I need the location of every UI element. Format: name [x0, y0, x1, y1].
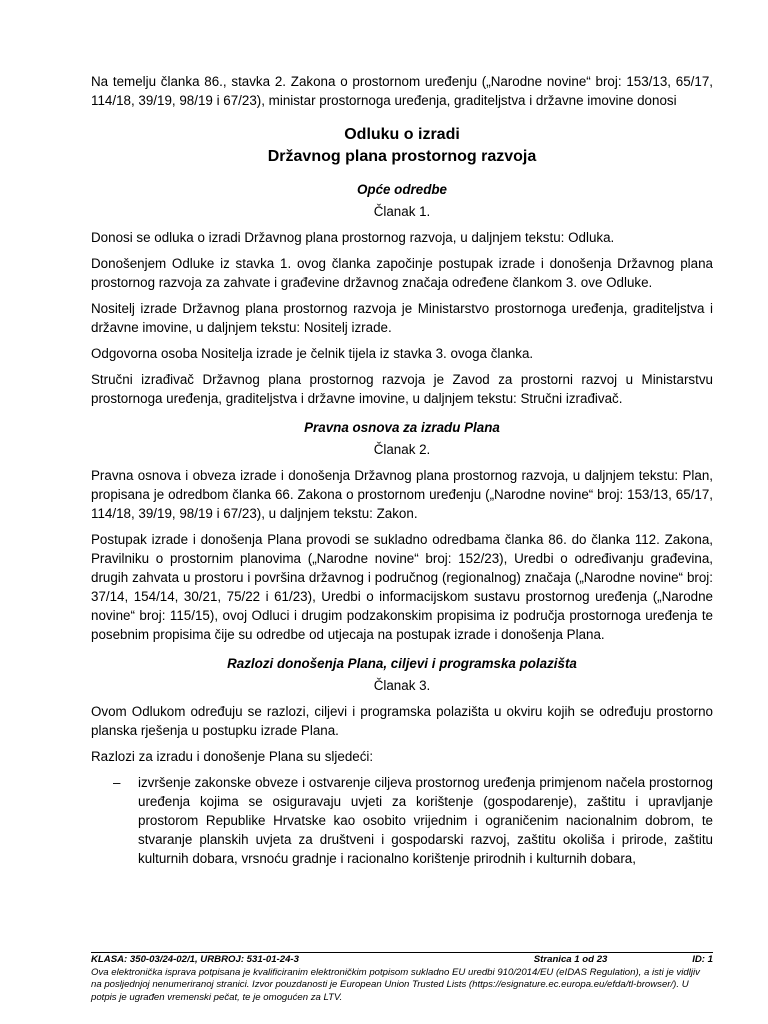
- article-1-paragraph: Stručni izrađivač Državnog plana prostornog razvoja je Zavod za prostorni razvoj u Ministarstvu prostornoga uređenja, graditeljstva i državne imovine, u daljnjem tekstu: Stručni izrađivač.: [91, 372, 713, 406]
- article-1-paragraph: Nositelj izrade Državnog plana prostornog razvoja je Ministarstvo prostornoga uređenja, graditeljstva i državne imovine, u daljnjem tekstu: Nositelj izrade.: [91, 301, 713, 335]
- list-dash: –: [113, 775, 121, 790]
- article-2-label: Članak 2.: [373, 442, 431, 457]
- list-item: [91, 773, 713, 868]
- article-1-paragraph: Donošenjem Odluke iz stavka 1. ovog članka započinje postupak izrade i donošenja Državnog plana prostornog razvoja za zahvate i građevine državnog značaja određene člankom 3. ove Odluke.: [91, 256, 713, 290]
- article-3-label: Članak 3.: [373, 678, 431, 693]
- document-body: [91, 72, 713, 868]
- article-1-paragraph: Donosi se odluka o izradi Državnog plana prostornog razvoja, u daljnjem tekstu: Odluka.: [91, 230, 615, 245]
- article-2-paragraph: Postupak izrade i donošenja Plana provodi se sukladno odredbama članka 86. do članka 112. Zakona, Pravilniku o prostornim planovima („Narodne novine“ broj: 152/23), Uredbi o određivanju građevina, drugih zahvata u prostoru i površina državnog i područnog (regionalnog) značaja („Narodne novine“ broj: 37/14, 154/14, 30/21, 75/22 i 61/23), Uredbi o informacijskom sustavu prostornog uređenja („Narodne novine“ broj: 115/15), ovoj Odluci i drugim podzakonskim propisima iz područja prostornoga uređenja te posebnim propisima čije su odredbe od utjecaja na postupak izrade i donošenja Plana.: [91, 532, 713, 642]
- footer-klasa: KLASA: 350-03/24-02/1, URBROJ: 531-01-24-3: [91, 954, 299, 965]
- article-2-paragraph: Pravna osnova i obveza izrade i donošenja Državnog plana prostornog razvoja, u daljnjem tekstu: Plan, propisana je odredbom članka 66. Zakona o prostornom uređenju („Narodne novine“ broj: 153/13, 65/17, 114/18, 39/19, 98/19 i 67/23), u daljnjem tekstu: Zakon.: [91, 468, 713, 521]
- footer-page-number: Stranica 1 od 23: [533, 954, 608, 965]
- document-title: [91, 124, 713, 168]
- intro-paragraph: Na temelju članka 86., stavka 2. Zakona o prostornom uređenju („Narodne novine“ broj: 153/13, 65/17, 114/18, 39/19, 98/19 i 67/23), ministar prostornoga uređenja, graditeljstva i državne imovine donosi: [91, 74, 713, 108]
- footer-meta-row: [91, 954, 713, 967]
- section-heading-general: Opće odredbe: [356, 182, 448, 197]
- section-heading-legal-basis: Pravna osnova za izradu Plana: [304, 420, 500, 435]
- article-1-label: Članak 1.: [373, 204, 431, 219]
- article-3-paragraph: Razlozi za izradu i donošenje Plana su sljedeći:: [91, 749, 374, 764]
- section-heading-reasons: Razlozi donošenja Plana, ciljevi i programska polazišta: [227, 656, 577, 671]
- article-1-paragraph: Odgovorna osoba Nositelja izrade je čelnik tijela iz stavka 3. ovoga članka.: [91, 346, 534, 361]
- article-3-paragraph: Ovom Odlukom određuju se razlozi, ciljevi i programska polazišta u okviru kojih se određuju prostorno planska rješenja u postupku izrade Plana.: [91, 704, 713, 738]
- page-footer: [91, 952, 713, 1004]
- footer-id: ID: 1: [692, 954, 713, 965]
- footer-signature-notice: Ova elektronička isprava potpisana je kvalificiranim elektroničkim potpisom sukladno EU uredbi 910/2014/EU (eIDAS Regulation), a isti je vidljiv na posljednjoj nenumeriranoj stranici. Izvor pouzdanosti je European Union Trusted Lists (https://esignature.ec.europa.eu/efda/tl-browser/). U potpis je ugrađen vremenski pečat, te je omogućen za LTV.: [91, 966, 700, 1003]
- title-line-1: Odluku o izradi: [344, 126, 460, 143]
- title-line-2: Državnog plana prostornog razvoja: [267, 148, 537, 165]
- list-item-text: izvršenje zakonske obveze i ostvarenje ciljeva prostornog uređenja primjenom načela prostornog uređenja kojima se osiguravaju uvjeti za korištenje (gospodarenje), zaštitu i upravljanje prostorom Republike Hrvatske kao osobito vrijednim i ograničenim nacionalnim dobrom, te stvaranje planskih uvjeta za društveni i gospodarski razvoj, zaštitu okoliša i prirode, zaštitu kulturnih dobara, vrsnoću gradnje i racionalno korištenje prirodnih i kulturnih dobara,: [138, 775, 713, 866]
